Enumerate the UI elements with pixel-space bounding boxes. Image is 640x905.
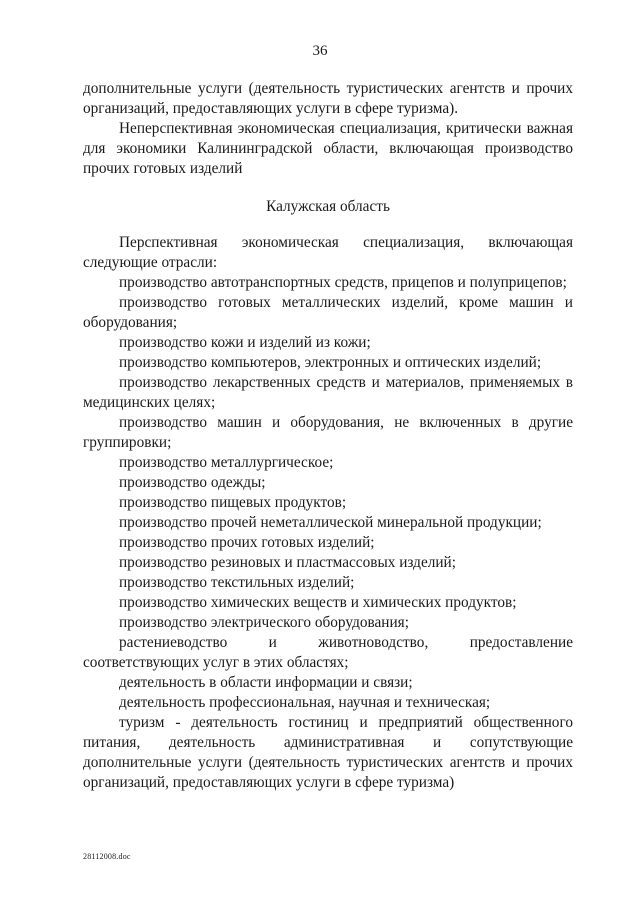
list-item: производство лекарственных средств и материалов, применяемых в медицинских целях; bbox=[83, 374, 573, 411]
page-number: 36 bbox=[312, 43, 328, 59]
footer-filename: 28112008.doc bbox=[83, 852, 131, 861]
list-item: производство пищевых продуктов; bbox=[119, 494, 347, 511]
list-item: производство автотранспортных средств, прицепов и полуприцепов; bbox=[119, 274, 567, 291]
list-item: туризм - деятельность гостиниц и предприятий общественного питания, деятельность административная и сопутствующие дополнительные услуги (деятельность туристических агентств и прочих организаций, предоставляющих услуги в сфере туризма) bbox=[83, 714, 573, 791]
list-item: производство одежды; bbox=[119, 474, 266, 491]
list-item: деятельность профессиональная, научная и техническая; bbox=[119, 694, 491, 711]
list-item: производство компьютеров, электронных и оптических изделий; bbox=[119, 354, 542, 371]
list-item: производство прочих готовых изделий; bbox=[119, 534, 375, 551]
list-item: производство текстильных изделий; bbox=[119, 574, 355, 591]
list-item: производство кожи и изделий из кожи; bbox=[119, 334, 371, 351]
list-item: производство химических веществ и химических продуктов; bbox=[119, 594, 517, 611]
list-item: деятельность в области информации и связи; bbox=[119, 674, 413, 691]
non-perspective-specialization-paragraph: Неперспективная экономическая специализация, критически важная для экономики Калининградской области, включающая производство прочих готовых изделий bbox=[83, 120, 573, 177]
continued-paragraph: дополнительные услуги (деятельность туристических агентств и прочих организаций, предоставляющих услуги в сфере туризма). bbox=[83, 80, 573, 117]
list-item: растениеводство и животноводство, предоставление соответствующих услуг в этих областях; bbox=[83, 634, 573, 671]
list-item: производство готовых металлических изделий, кроме машин и оборудования; bbox=[83, 294, 573, 331]
document-body bbox=[83, 79, 573, 793]
list-item: производство электрического оборудования; bbox=[119, 614, 409, 631]
list-item: производство резиновых и пластмассовых изделий; bbox=[119, 554, 456, 571]
list-item: производство металлургическое; bbox=[119, 454, 334, 471]
list-item: производство машин и оборудования, не включенных в другие группировки; bbox=[83, 414, 573, 451]
region-heading: Калужская область bbox=[266, 198, 390, 215]
perspective-specialization-intro: Перспективная экономическая специализация, включающая следующие отрасли: bbox=[83, 234, 573, 271]
list-item: производство прочей неметаллической минеральной продукции; bbox=[119, 514, 542, 531]
